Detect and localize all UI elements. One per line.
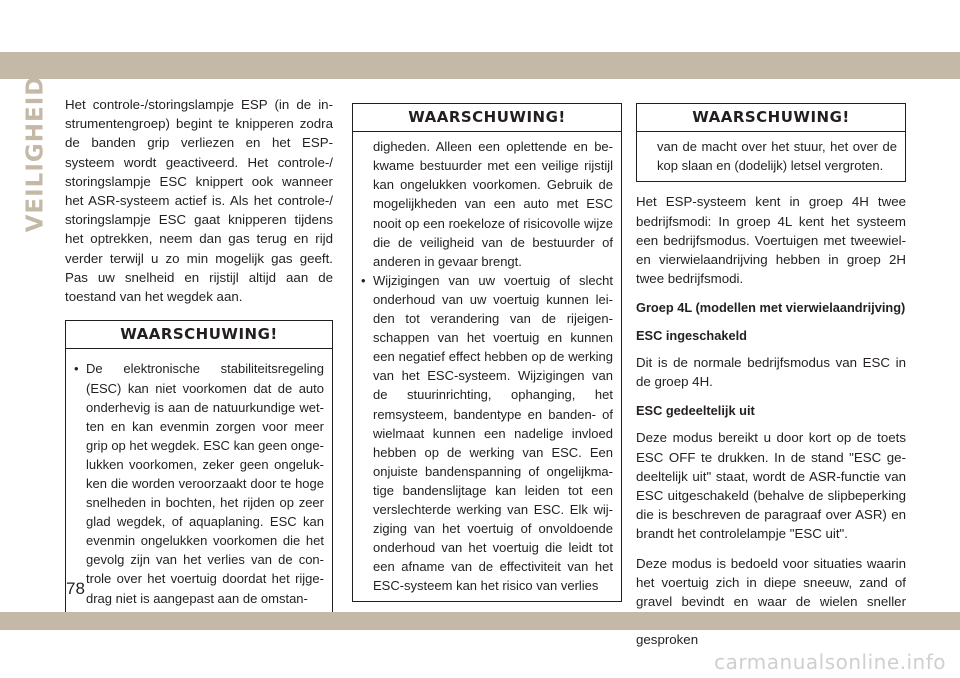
warning-body bbox=[637, 132, 905, 181]
column-1 bbox=[65, 95, 333, 615]
section-label-text: VEILIGHEID bbox=[22, 75, 48, 233]
warning-box-1 bbox=[65, 320, 333, 614]
warning-title: WAARSCHUWING! bbox=[66, 321, 332, 349]
warning-body bbox=[66, 349, 332, 613]
watermark: carmanualsonline.info bbox=[714, 650, 946, 674]
warning-title: WAARSCHUWING! bbox=[637, 104, 905, 132]
paragraph-modes: Het ESP-systeem kent in groep 4H twee bedrijfsmodi: In groep 4L kent het systeem een bedrijfsmodus. Voertuigen met tweewielen vierwielaandrijving hebben in groep 2H twee bedrijfsmodi. bbox=[636, 194, 906, 287]
warning-bullet bbox=[361, 271, 613, 596]
heading-esc-on: ESC ingeschakeld bbox=[636, 327, 747, 343]
header-divider bbox=[0, 79, 960, 85]
warning-bullet bbox=[74, 359, 324, 607]
warning-body bbox=[353, 132, 621, 601]
header-band bbox=[0, 52, 960, 79]
column-2 bbox=[352, 103, 622, 602]
warning-continuation-text: digheden. Alleen een oplettende en bekwame bestuurder met een veilige rijstijl kan ongelukken voorkomen. Gebruik de mogelijkheden van een auto met ESC nooit op een roekeloze of risicovolle wijze die de veiligheid van de bestuurder of anderen in gevaar brengt. bbox=[373, 139, 613, 269]
warning-bullet-text: Wijzigingen van uw voertuig of slecht onderhoud van uw voertuig kunnen leiden tot verandering van de rijeigenschappen van het voertuig en kunnen een negatief effect hebben op de werking van het ESC-systeem. Wijzigingen van de stuurinrichting, ophanging, het remsysteem, bandentype en banden- of wielmaat kunnen een nadelige invloed hebben op de werking van ESC. Een onjuiste bandenspanning of ongelijkmatige bandenslijtage kan leiden tot een verslechterde werking van ESC. Elk wijziging van het voertuig of onvoldoende onderhoud van het voertuig die leidt tot een afname van de effectiviteit van het ESC-systeem kan het risico van verlies bbox=[373, 272, 613, 594]
heading-esc-partial-off: ESC gedeeltelijk uit bbox=[636, 403, 755, 419]
bullet-marker: • bbox=[361, 272, 366, 288]
page-number: 78 bbox=[66, 579, 85, 598]
bullet-marker: • bbox=[74, 361, 79, 377]
warning-text: van de macht over het stuur, het over de kop slaan en (dodelijk) letsel vergroten. bbox=[657, 139, 897, 174]
page-top-margin bbox=[0, 0, 960, 52]
paragraph-esc-on: Dit is de normale bedrijfsmodus van ESC in de groep 4H. bbox=[636, 354, 906, 390]
footer-band bbox=[0, 612, 960, 630]
warning-box-3 bbox=[636, 103, 906, 182]
heading-group-4l: Groep 4L (modellen met vierwielaandrijving) bbox=[636, 300, 906, 316]
column-3 bbox=[636, 103, 906, 660]
warning-box-2 bbox=[352, 103, 622, 602]
warning-bullet-text: De elektronische stabiliteitsregeling (ESC) kan niet voorkomen dat de auto onderhevig is aan de natuurkundige wetten en kan evenmin zorgen voor meer grip op het wegdek. ESC kan geen ongelukken voorkomen, zeker geen ongelukken die worden veroorzaakt door te hoge snelheden in bochten, het rijden op zeer glad wegdek, of aquaplaning. ESC kan evenmin ongelukken voorkomen die het gevolg zijn van het verlies van de controle over het voertuig doordat het rijgedrag niet is aangepast aan de omstan- bbox=[86, 361, 324, 606]
paragraph-esc-partial-off: Deze modus bereikt u door kort op de toets ESC OFF te drukken. In de stand "ESC gedeeltelijk uit" staat, wordt de ASR-functie van ESC uitgeschakeld (behalve de slipbeperking die is beschreven de paragraaf over ASR) en brandt het controlelampje "ESC uit". bbox=[636, 430, 906, 542]
intro-paragraph: Het controle-/storingslampje ESP (in de instrumentengroep) begint te knipperen zodra de banden grip verliezen en het ESP-systeem wordt geactiveerd. Het controle-/ storingslampje ESC knippert ook wanneer het ASR-systeem actief is. Als het controle-/ storingslampje ESC gaat knipperen tijdens het optrekken, neem dan gas terug en rijd verder terwijl u zo min mogelijk gas geeft. Pas uw snelheid en rijstijl altijd aan de toestand van het wegdek aan. bbox=[65, 97, 333, 305]
paragraph-deep-snow: Deze modus is bedoeld voor situaties waarin het voertuig zich in diepe sneeuw, zand of gravel bevindt en waar de wielen sneller gesproken bbox=[636, 555, 906, 648]
section-side-label bbox=[10, 75, 60, 233]
warning-title: WAARSCHUWING! bbox=[353, 104, 621, 132]
